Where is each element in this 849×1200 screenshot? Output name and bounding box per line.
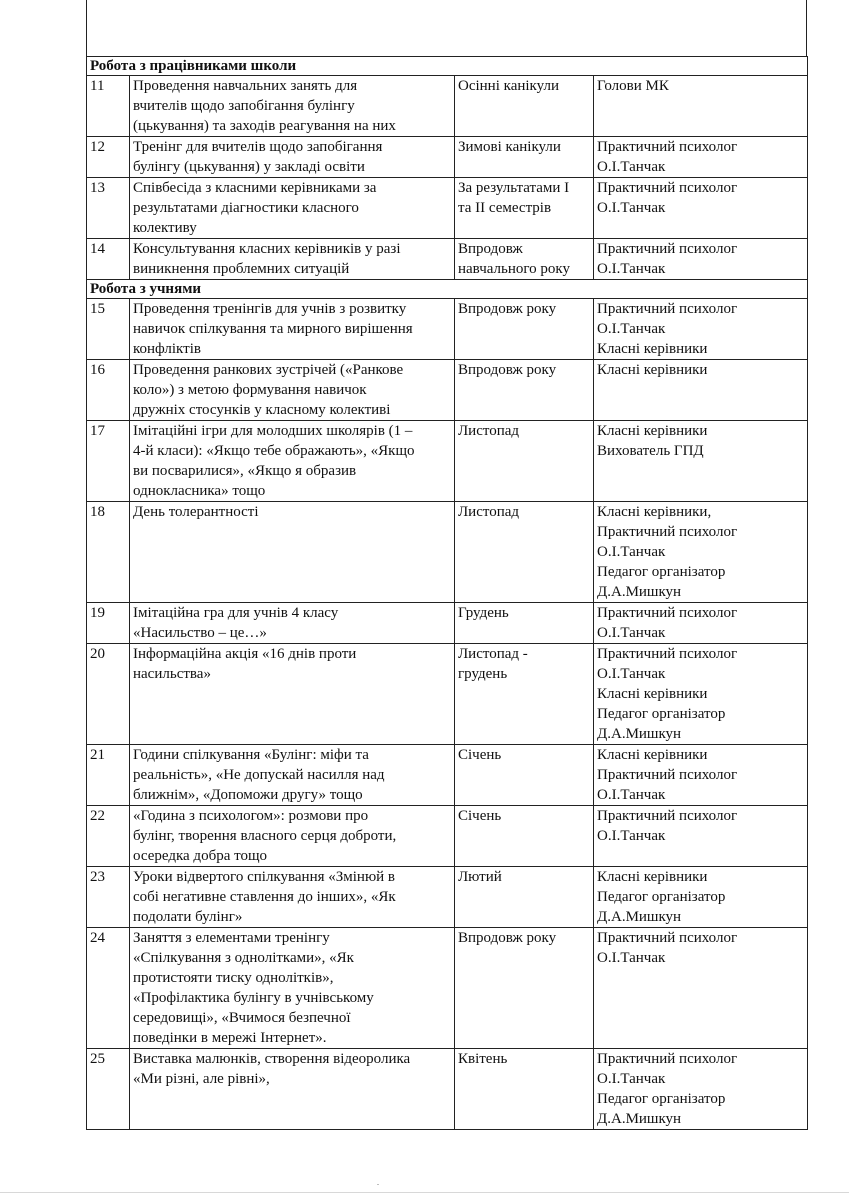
responsible-cell xyxy=(594,421,808,502)
activity-line: «Ми різні, але рівні», xyxy=(133,1071,270,1087)
responsible-cell xyxy=(594,806,808,867)
responsible-line: Д.А.Мишкун xyxy=(597,909,682,925)
term-line: Зимові канікули xyxy=(458,139,561,155)
term-cell xyxy=(455,178,594,239)
activity-line: «Профілактика булінгу в учнівському xyxy=(133,990,374,1006)
row-number: 25 xyxy=(87,1049,130,1130)
row-number: 13 xyxy=(87,178,130,239)
term-cell xyxy=(455,502,594,603)
activity-cell xyxy=(130,867,455,928)
table-row xyxy=(87,644,808,745)
section-title: Робота з учнями xyxy=(87,280,808,299)
responsible-line: О.І.Танчак xyxy=(597,1071,666,1087)
activity-cell xyxy=(130,644,455,745)
activity-line: поведінки в мережі Інтернет». xyxy=(133,1030,327,1046)
activity-line: ви посварилися», «Якщо я образив xyxy=(133,463,357,479)
term-cell xyxy=(455,239,594,280)
activity-line: Уроки відвертого спілкування «Змінюй в xyxy=(133,869,396,885)
activity-line: Тренінг для вчителів щодо запобігання xyxy=(133,139,383,155)
term-line: Впродовж року xyxy=(458,362,557,378)
table-row xyxy=(87,928,808,1049)
responsible-line: Вихователь ГПД xyxy=(597,443,704,459)
activity-cell xyxy=(130,137,455,178)
term-line: Лютий xyxy=(458,869,502,885)
table-row xyxy=(87,299,808,360)
responsible-cell xyxy=(594,745,808,806)
term-line: Січень xyxy=(458,747,502,763)
responsible-line: Д.А.Мишкун xyxy=(597,1111,682,1127)
term-cell xyxy=(455,1049,594,1130)
activity-line: Проведення навчальних занять для xyxy=(133,78,358,94)
responsible-line: Практичний психолог xyxy=(597,1051,738,1067)
row-number: 19 xyxy=(87,603,130,644)
activity-line: Години спілкування «Булінг: міфи та xyxy=(133,747,369,763)
table-row xyxy=(87,745,808,806)
page-bottom-edge xyxy=(0,1192,849,1193)
responsible-cell xyxy=(594,178,808,239)
responsible-line: Класні керівники, xyxy=(597,504,712,520)
activity-line: Заняття з елементами тренінгу xyxy=(133,930,330,946)
activity-line: День толерантності xyxy=(133,504,259,520)
activity-cell xyxy=(130,76,455,137)
activity-cell xyxy=(130,299,455,360)
responsible-line: О.І.Танчак xyxy=(597,828,666,844)
table-row xyxy=(87,421,808,502)
table-row xyxy=(87,76,808,137)
responsible-line: Практичний психолог xyxy=(597,808,738,824)
row-number: 22 xyxy=(87,806,130,867)
activity-cell xyxy=(130,806,455,867)
responsible-line: Голови МК xyxy=(597,78,669,94)
term-cell xyxy=(455,603,594,644)
term-cell xyxy=(455,360,594,421)
term-line: Листопад xyxy=(458,423,520,439)
term-line: Листопад - xyxy=(458,646,528,662)
section-row xyxy=(87,57,808,76)
activity-line: результатами діагностики класного xyxy=(133,200,359,216)
responsible-cell xyxy=(594,928,808,1049)
responsible-line: О.І.Танчак xyxy=(597,261,666,277)
activity-line: навичок спілкування та мирного вирішення xyxy=(133,321,413,337)
responsible-line: О.І.Танчак xyxy=(597,200,666,216)
activity-cell xyxy=(130,1049,455,1130)
term-line: Січень xyxy=(458,808,502,824)
responsible-line: Педагог організатор xyxy=(597,564,726,580)
activity-line: однокласника» тощо xyxy=(133,483,266,499)
responsible-line: О.І.Танчак xyxy=(597,666,666,682)
term-cell xyxy=(455,299,594,360)
activity-cell xyxy=(130,502,455,603)
responsible-line: Практичний психолог xyxy=(597,301,738,317)
activity-line: «Спілкування з однолітками», «Як xyxy=(133,950,354,966)
responsible-line: О.І.Танчак xyxy=(597,321,666,337)
activity-line: колективу xyxy=(133,220,197,236)
responsible-line: Класні керівники xyxy=(597,686,708,702)
activity-line: 4-й класи): «Якщо тебе ображають», «Якщо xyxy=(133,443,415,459)
activity-line: вчителів щодо запобігання булінгу xyxy=(133,98,355,114)
term-line: Впродовж року xyxy=(458,301,557,317)
section-row xyxy=(87,280,808,299)
term-line: та ІІ семестрів xyxy=(458,200,552,216)
table-top-border-left xyxy=(86,0,87,57)
responsible-cell xyxy=(594,644,808,745)
row-number: 18 xyxy=(87,502,130,603)
activity-line: Інформаційна акція «16 днів проти xyxy=(133,646,357,662)
responsible-line: Класні керівники xyxy=(597,869,708,885)
term-line: Грудень xyxy=(458,605,509,621)
responsible-line: О.І.Танчак xyxy=(597,544,666,560)
activity-plan-body xyxy=(87,57,808,1130)
activity-line: насильства» xyxy=(133,666,211,682)
activity-line: булінгу (цькування) у закладі освіти xyxy=(133,159,365,175)
term-cell xyxy=(455,76,594,137)
term-line: Впродовж xyxy=(458,241,523,257)
responsible-line: Педагог організатор xyxy=(597,706,726,722)
responsible-cell xyxy=(594,360,808,421)
activity-line: Імітаційна гра для учнів 4 класу xyxy=(133,605,339,621)
responsible-line: Педагог організатор xyxy=(597,889,726,905)
term-cell xyxy=(455,137,594,178)
table-top-border-right xyxy=(806,0,807,57)
activity-line: виникнення проблемних ситуацій xyxy=(133,261,350,277)
activity-cell xyxy=(130,745,455,806)
responsible-cell xyxy=(594,137,808,178)
responsible-line: Практичний психолог xyxy=(597,524,738,540)
term-cell xyxy=(455,867,594,928)
responsible-cell xyxy=(594,76,808,137)
table-row xyxy=(87,360,808,421)
responsible-line: Класні керівники xyxy=(597,423,708,439)
activity-cell xyxy=(130,421,455,502)
table-row xyxy=(87,502,808,603)
activity-line: коло») з метою формування навичок xyxy=(133,382,367,398)
activity-line: булінг, творення власного серця доброти, xyxy=(133,828,397,844)
responsible-cell xyxy=(594,867,808,928)
activity-line: «Насильство – це…» xyxy=(133,625,267,641)
activity-line: осередка добра тощо xyxy=(133,848,268,864)
term-cell xyxy=(455,421,594,502)
row-number: 14 xyxy=(87,239,130,280)
row-number: 12 xyxy=(87,137,130,178)
activity-line: ближнім», «Допоможи другу» тощо xyxy=(133,787,363,803)
term-cell xyxy=(455,644,594,745)
scan-mark: . xyxy=(377,1178,379,1187)
responsible-line: Практичний психолог xyxy=(597,605,738,621)
responsible-line: О.І.Танчак xyxy=(597,787,666,803)
table-row xyxy=(87,137,808,178)
row-number: 17 xyxy=(87,421,130,502)
activity-cell xyxy=(130,928,455,1049)
activity-line: Консультування класних керівників у разі xyxy=(133,241,401,257)
activity-line: протистояти тиску однолітків», xyxy=(133,970,334,986)
row-number: 20 xyxy=(87,644,130,745)
activity-line: реальність», «Не допускай насилля над xyxy=(133,767,385,783)
term-line: Квітень xyxy=(458,1051,508,1067)
activity-line: (цькування) та заходів реагування на них xyxy=(133,118,396,134)
responsible-line: Практичний психолог xyxy=(597,139,738,155)
section-title: Робота з працівниками школи xyxy=(87,57,808,76)
responsible-line: Педагог організатор xyxy=(597,1091,726,1107)
table-row xyxy=(87,603,808,644)
activity-line: Проведення тренінгів для учнів з розвитку xyxy=(133,301,407,317)
activity-line: собі негативне ставлення до інших», «Як xyxy=(133,889,396,905)
row-number: 24 xyxy=(87,928,130,1049)
responsible-line: О.І.Танчак xyxy=(597,950,666,966)
activity-line: Виставка малюнків, створення відеоролика xyxy=(133,1051,411,1067)
term-cell xyxy=(455,745,594,806)
responsible-cell xyxy=(594,1049,808,1130)
responsible-line: Класні керівники xyxy=(597,362,708,378)
term-line: Осінні канікули xyxy=(458,78,559,94)
activity-line: дружніх стосунків у класному колективі xyxy=(133,402,391,418)
term-line: За результатами І xyxy=(458,180,570,196)
term-line: Впродовж року xyxy=(458,930,557,946)
responsible-line: Д.А.Мишкун xyxy=(597,726,682,742)
responsible-cell xyxy=(594,502,808,603)
activity-line: подолати булінг» xyxy=(133,909,243,925)
activity-line: середовищі», «Вчимося безпечної xyxy=(133,1010,351,1026)
responsible-line: Практичний психолог xyxy=(597,180,738,196)
activity-line: Проведення ранкових зустрічей («Ранкове xyxy=(133,362,404,378)
table-row xyxy=(87,867,808,928)
activity-cell xyxy=(130,603,455,644)
term-line: грудень xyxy=(458,666,508,682)
responsible-cell xyxy=(594,239,808,280)
responsible-line: Практичний психолог xyxy=(597,646,738,662)
row-number: 15 xyxy=(87,299,130,360)
row-number: 21 xyxy=(87,745,130,806)
table-row xyxy=(87,239,808,280)
responsible-cell xyxy=(594,299,808,360)
term-line: Листопад xyxy=(458,504,520,520)
activity-cell xyxy=(130,239,455,280)
activity-cell xyxy=(130,178,455,239)
row-number: 11 xyxy=(87,76,130,137)
responsible-line: Класні керівники xyxy=(597,747,708,763)
responsible-line: О.І.Танчак xyxy=(597,625,666,641)
responsible-line: Практичний психолог xyxy=(597,241,738,257)
activity-line: Співбесіда з класними керівниками за xyxy=(133,180,377,196)
responsible-line: Класні керівники xyxy=(597,341,708,357)
row-number: 16 xyxy=(87,360,130,421)
term-line: навчального року xyxy=(458,261,570,277)
activity-line: конфліктів xyxy=(133,341,201,357)
row-number: 23 xyxy=(87,867,130,928)
activity-plan-table xyxy=(86,56,808,1130)
responsible-cell xyxy=(594,603,808,644)
responsible-line: Д.А.Мишкун xyxy=(597,584,682,600)
activity-cell xyxy=(130,360,455,421)
table-row xyxy=(87,1049,808,1130)
responsible-line: Практичний психолог xyxy=(597,767,738,783)
term-cell xyxy=(455,806,594,867)
term-cell xyxy=(455,928,594,1049)
responsible-line: Практичний психолог xyxy=(597,930,738,946)
activity-line: «Година з психологом»: розмови про xyxy=(133,808,369,824)
table-row xyxy=(87,178,808,239)
table-row xyxy=(87,806,808,867)
activity-line: Імітаційні ігри для молодших школярів (1 – xyxy=(133,423,413,439)
responsible-line: О.І.Танчак xyxy=(597,159,666,175)
